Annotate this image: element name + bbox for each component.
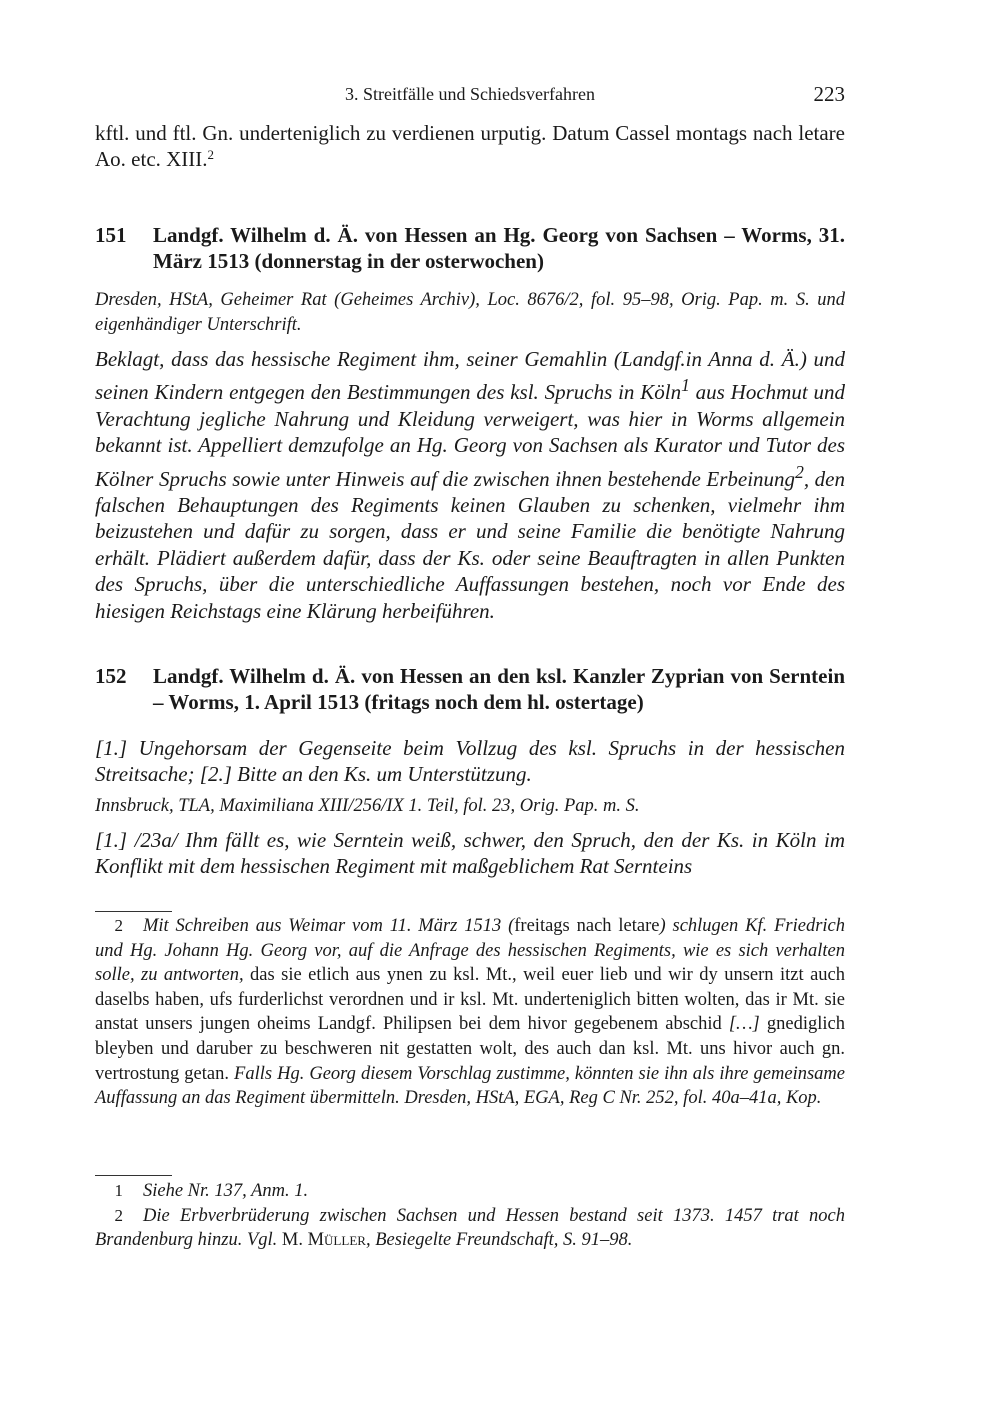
footnote (95, 1204, 845, 1253)
entry-title: Landgf. Wilhelm d. Ä. von Hessen an Hg. Georg von Sachsen – Worms, 31. März 1513 (donnerstag in der osterwochen) (153, 223, 845, 273)
archival-source: Dresden, HStA, Geheimer Rat (Geheimes Archiv), Loc. 8676/2, fol. 95–98, Orig. Pap. m. S. und eigenhändiger Unterschrift. (95, 290, 845, 335)
footnote-text: […] (728, 1014, 760, 1035)
footnote (95, 1179, 845, 1204)
footnote (95, 914, 845, 1111)
footnote-rule (95, 911, 172, 912)
regest-text: , den falschen Behauptungen des Regiments keinen Glauben zu schenken, vielmehr ihm beizustehen und dafür zu sorgen, dass er und seine Familie die benötigte Nahrung erhält. Plädiert außerdem dafür, dass der Ks. oder seine Beauftragten in allen Punkten des Spruchs, über die unterschiedliche Auffassungen bestehen, noch vor Ende des hiesigen Reichstags eine Klärung herbeiführen. (95, 466, 845, 623)
footnote-text: Mit Schreiben aus Weimar vom 11. März 1513 ( (143, 916, 515, 936)
footnote-number: 2 (114, 1205, 123, 1225)
entry-number: 151 (95, 223, 127, 247)
entry-heading (95, 222, 845, 274)
entry-152 (95, 663, 845, 880)
letter-text: [1.] /23a/ Ihm fällt es, wie Serntein weiß, schwer, den Spruch, den der Ks. in Köln im Konflikt mit dem hessischen Regiment mit maßgeblichem Rat Sernteins (95, 827, 845, 879)
footnote-text: M. (277, 1230, 308, 1251)
footnote-block-a (95, 914, 845, 1111)
regest-text: Beklagt, dass das hessische Regiment ihm, seiner Gemahlin (Landgf.in Anna d. Ä.) und seinen Kindern entgegen den Bestimmungen des ksl. Spruchs in Köln (95, 347, 845, 405)
entry-summary: [1.] Ungehorsam der Gegenseite beim Vollzug des ksl. Spruchs in der hessischen Streitsache; [2.] Bitte an den Ks. um Unterstützung. (95, 736, 845, 787)
regest-text: aus Hochmut und Verachtung jegliche Nahrung und Kleidung verweigert, was hier in Worms allgemein bekannt ist. Appelliert demzufolge an Hg. Georg von Sachsen als Kurator und Tutor des Kölner Spruchs sowie unter Hinweis auf die zwischen ihnen bestehende Erbeinung (95, 380, 845, 491)
author-name: Müller (307, 1230, 366, 1251)
footnote-quote: das sie etlich aus ynen zu ksl. Mt., weil euer lieb und wir dy unsern itzt auch daselbs haben, ufs furderlichst verordnen und ir ksl. Mt. underteniglich bitten wolten, das ir Mt. sie anstat unsers jungen oheims Landgf. Philipsen bei dem hivor gegebenem abschid (95, 965, 846, 1035)
entry-number: 152 (95, 664, 127, 688)
opening-text: kftl. und ftl. Gn. underteniglich zu verdienen urputig. Datum Cassel montags nach letare Ao. etc. XIII. (95, 121, 845, 171)
footnote-ref[interactable]: 2 (207, 147, 215, 162)
running-head (95, 82, 845, 106)
entry-heading (95, 663, 845, 715)
entry-title: Landgf. Wilhelm d. Ä. von Hessen an den ksl. Kanzler Zyprian von Serntein – Worms, 1. April 1513 (fritags noch dem hl. ostertage) (153, 664, 845, 714)
footnote-quote: gnediglich bleyben und daruber zu beschweren nit gestatten wolt, des auch dan ksl. Mt. uns hivor auch gn. vertrostung getan. (95, 1014, 845, 1084)
footnote-text: Falls Hg. Georg diesem Vorschlag zustimme, könnten sie ihn als ihre gemeinsame Auffassung an das Regiment übermitteln. Dresden, HStA, EGA, Reg C Nr. 252, fol. 40a–41a, Kop. (95, 1063, 845, 1109)
regest-paragraph (95, 346, 845, 624)
opening-paragraph (95, 120, 845, 172)
footnote-text: Siehe Nr. 137, Anm. 1. (143, 1181, 309, 1201)
footnote-text: , Besiegelte Freundschaft, S. 91–98. (365, 1230, 633, 1251)
footnote-ref[interactable]: 1 (681, 375, 690, 396)
footnote-block-b (95, 1179, 845, 1253)
footnote-quote: freitags nach letare (514, 916, 660, 936)
page-number: 223 (813, 82, 845, 106)
footnote-number: 2 (114, 916, 123, 935)
archival-source: Innsbruck, TLA, Maximiliana XIII/256/IX 1. Teil, fol. 23, Orig. Pap. m. S. (95, 795, 640, 816)
footnote-ref[interactable]: 2 (795, 461, 804, 482)
entry-151 (95, 222, 845, 624)
footnote-text: Die Erbverbrüderung zwischen Sachsen und Hessen bestand seit 1373. 1457 trat noch Brandenburg hinzu. Vgl. (95, 1205, 845, 1251)
footnote-rule (95, 1175, 172, 1176)
footnote-number: 1 (114, 1181, 123, 1200)
running-head-title: 3. Streitfälle und Schiedsverfahren (345, 84, 595, 104)
footnote-text: ) schlugen Kf. Friedrich und Hg. Johann Hg. Georg vor, auf die Anfrage des hessischen Regiments, wie es sich verhalten solle, zu antworten, (95, 916, 845, 986)
